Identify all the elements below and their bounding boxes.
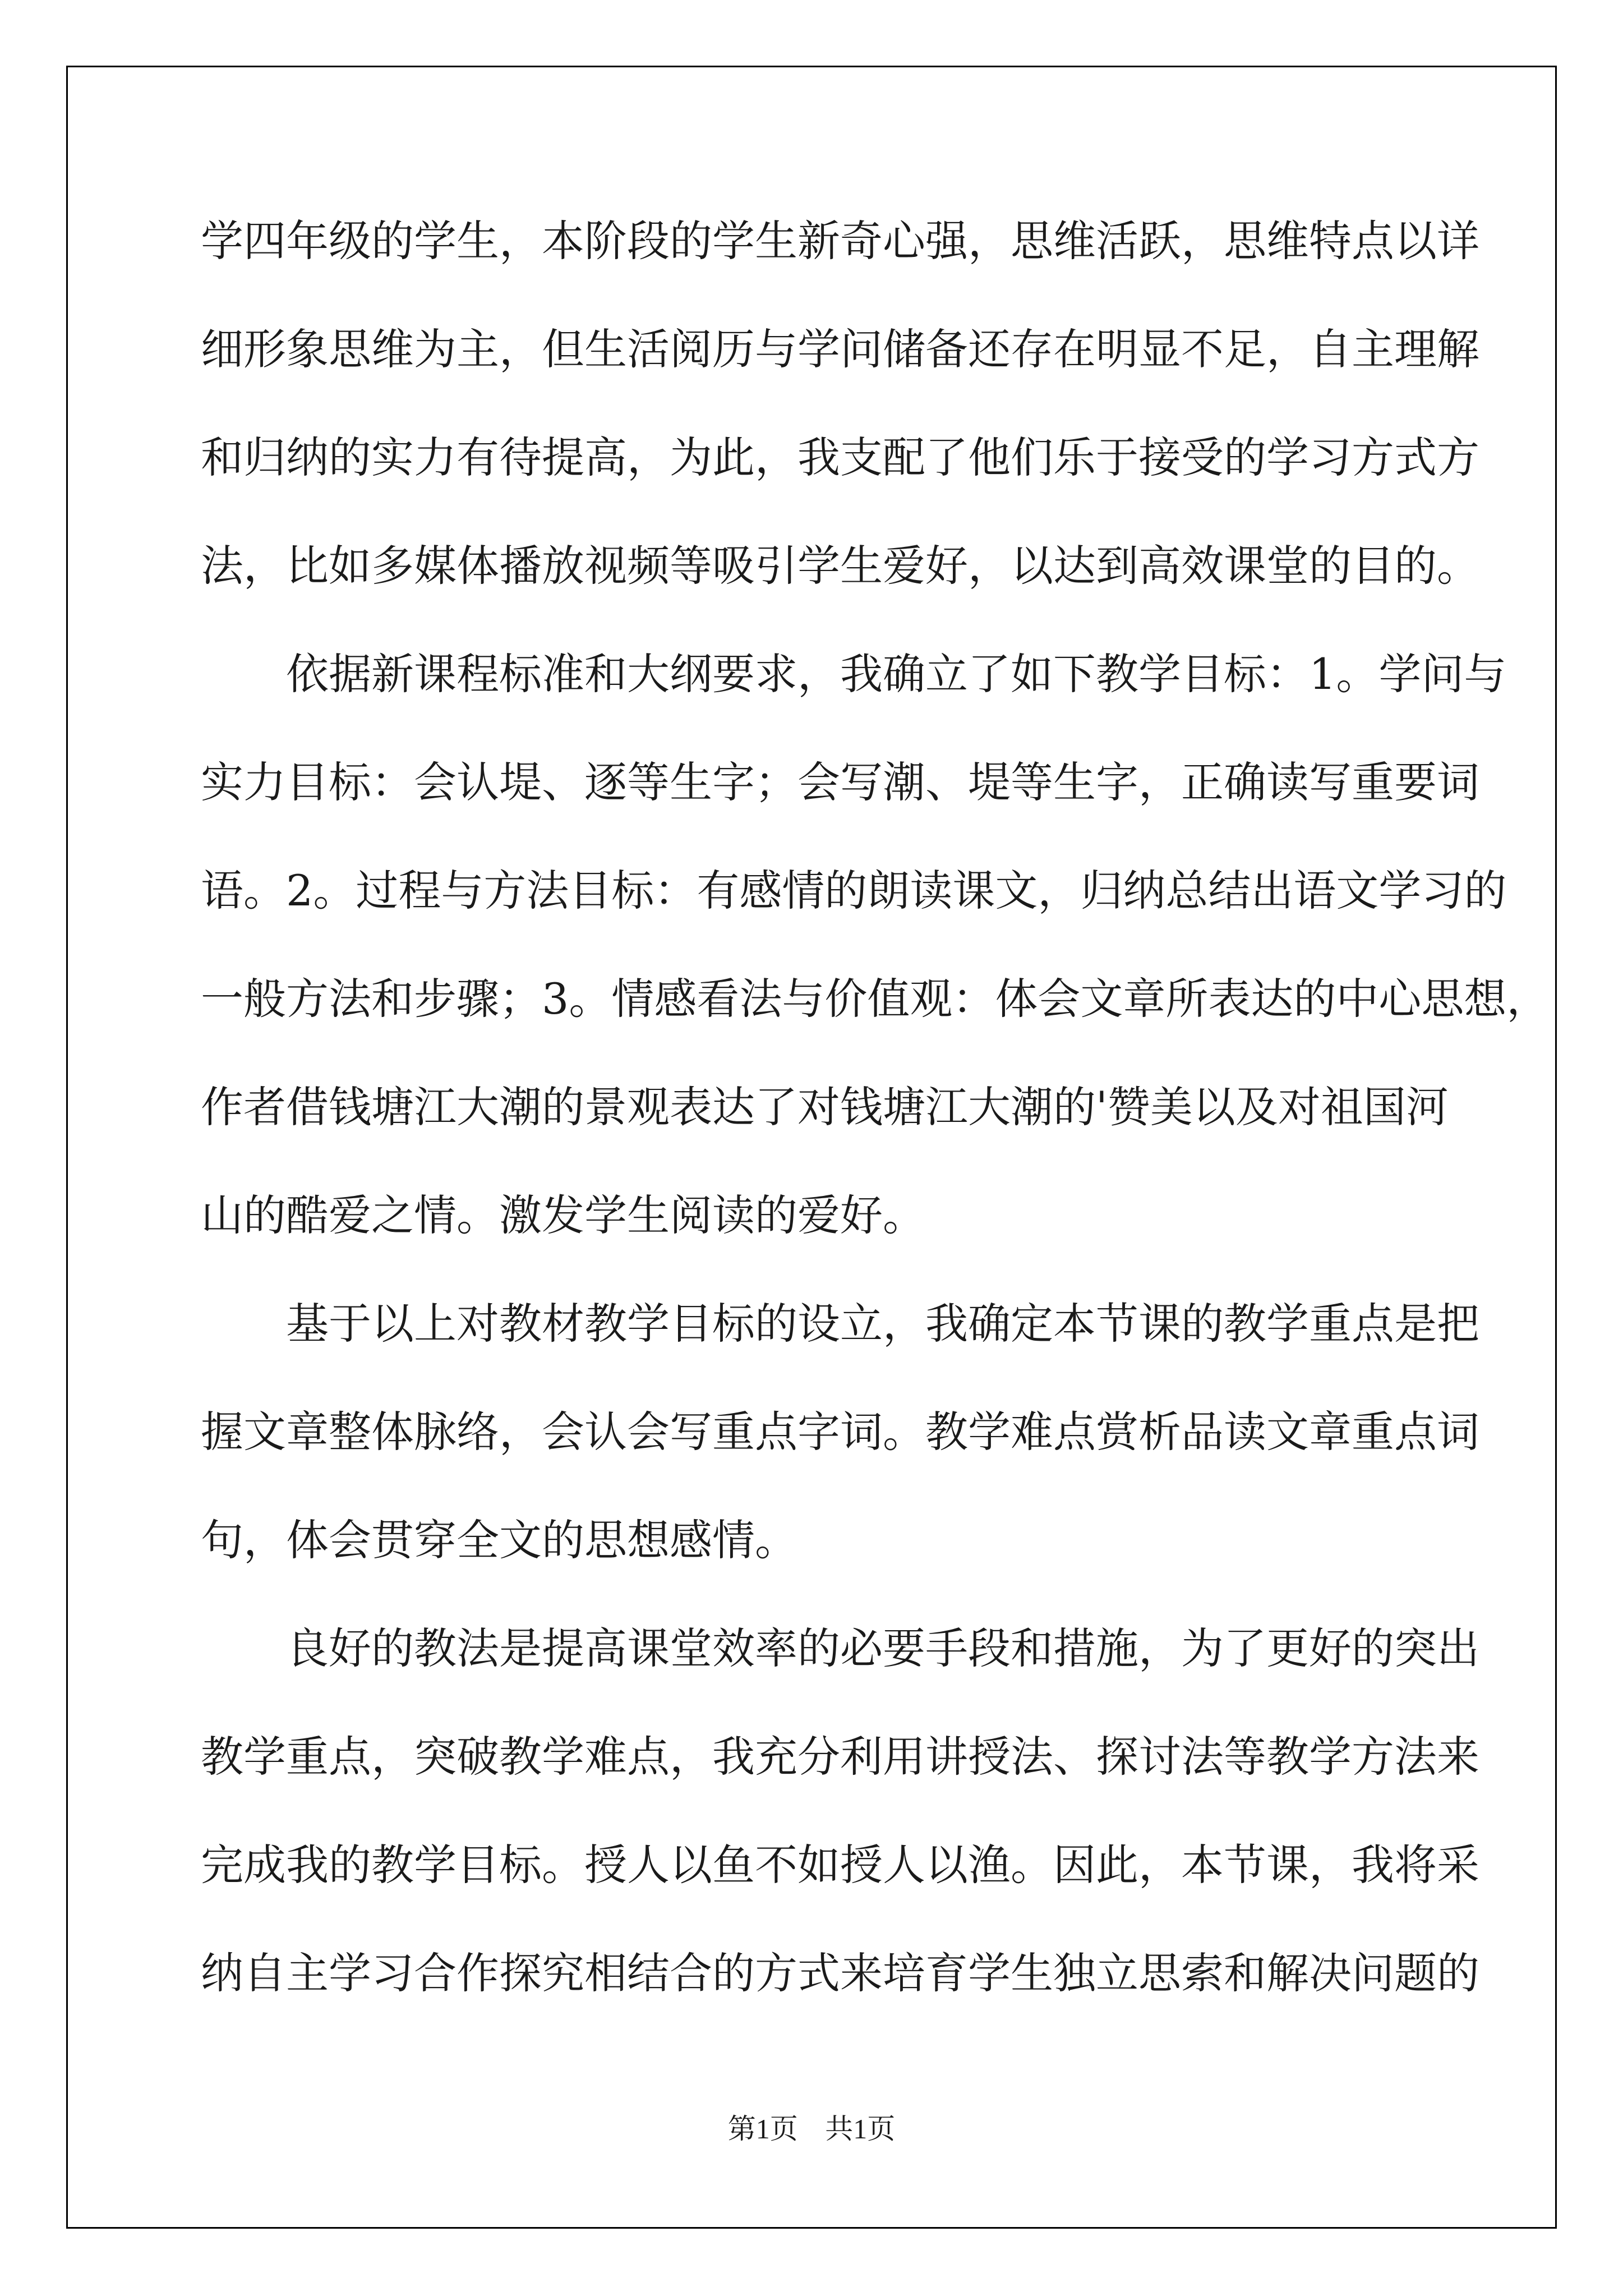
text-line: 语。2。过程与方法目标：有感情的朗读课文，归纳总结出语文学习的 bbox=[201, 866, 1507, 915]
text-line: 依据新课程标准和大纲要求，我确立了如下教学目标：1。学问与 bbox=[201, 649, 1507, 699]
document-body bbox=[201, 202, 1550, 2042]
page-number: 第1页 bbox=[727, 2113, 798, 2145]
page-footer bbox=[0, 2106, 1623, 2147]
text-line: 实力目标：会认堤、逐等生字；会写潮、堤等生字，正确读写重要词 bbox=[201, 757, 1479, 807]
text-line: 纳自主学习合作探究相结合的方式来培育学生独立思索和解决问题的 bbox=[201, 1948, 1479, 1998]
page-total: 共1页 bbox=[825, 2113, 896, 2145]
text-line: 法，比如多媒体播放视频等吸引学生爱好，以达到高效课堂的目的。 bbox=[201, 541, 1479, 591]
text-line: 和归纳的实力有待提高，为此，我支配了他们乐于接受的学习方式方 bbox=[201, 432, 1479, 482]
text-line: 基于以上对教材教学目标的设立，我确定本节课的教学重点是把 bbox=[201, 1299, 1479, 1349]
text-line: 山的酷爱之情。激发学生阅读的爱好。 bbox=[201, 1190, 925, 1240]
text-line: 教学重点，突破教学难点，我充分利用讲授法、探讨法等教学方法来 bbox=[201, 1732, 1479, 1782]
text-line: 细形象思维为主，但生活阅历与学问储备还存在明显不足，自主理解 bbox=[201, 324, 1479, 374]
text-line: 良好的教法是提高课堂效率的必要手段和措施，为了更好的突出 bbox=[201, 1623, 1479, 1673]
text-line: 学四年级的学生，本阶段的学生新奇心强，思维活跃，思维特点以详 bbox=[201, 216, 1479, 266]
text-line: 一般方法和步骤；3。情感看法与价值观：体会文章所表达的中心思想， bbox=[201, 974, 1550, 1024]
text-line: 句，体会贯穿全文的思想感情。 bbox=[201, 1515, 797, 1565]
text-line: 作者借钱塘江大潮的景观表达了对钱塘江大潮的'赞美以及对祖国河 bbox=[201, 1082, 1449, 1132]
text-line: 完成我的教学目标。授人以鱼不如授人以渔。因此，本节课，我将采 bbox=[201, 1840, 1479, 1890]
text-line: 握文章整体脉络，会认会写重点字词。教学难点赏析品读文章重点词 bbox=[201, 1407, 1479, 1457]
